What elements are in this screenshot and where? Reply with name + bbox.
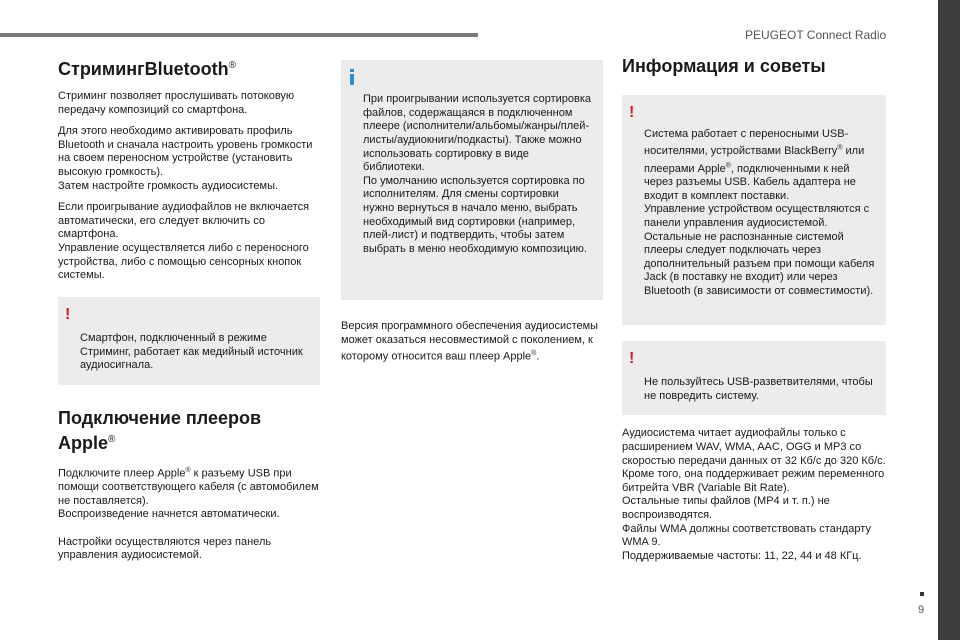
paragraph: Стриминг позволяет прослушивать потоковую передачу композиций со смартфона. (58, 90, 295, 116)
section-title-info: Информация и советы (622, 56, 826, 76)
section-title-apple: Подключение плееров Apple® (58, 407, 262, 453)
info-icon (350, 69, 354, 85)
bullet-square (920, 592, 924, 596)
paragraph: Подключите плеер Apple® к разъему USB при помощи соответствующего кабеля (с автомобилем не поставляется). Воспроизведение начнется автоматически. (58, 466, 319, 521)
paragraph: Аудиосистема читает аудиофайлы только с расширением WAV, WMA, AAC, OGG и MP3 со скоростью передачи данных от 32 Кб/с до 320 Кб/с. Кроме того, она поддерживает режим переменного битрейта VBR (Variable Bit Rate). Остальные типы файлов (MP4 и т. п.) не воспроизводятся. Файлы WMA должны соответствовать стандарту WMA 9. Поддерживаемые частоты: 11, 22, 44 и 48 КГц. (622, 427, 886, 562)
side-tab (938, 0, 960, 640)
top-rule (0, 33, 478, 37)
exclamation-icon: ! (65, 305, 71, 323)
info-note: При проигрывании используется сортировка файлов, содержащаяся в подключенном плеере (исполнители/альбомы/жанры/плей-листы/аудиокниги/подкасты). Также можно использовать сортировку в виде библиотеки. По умолчанию используется сортировка по исполнителям. Для смены сортировки нужно вернуться в начало меню, выбрать необходимый вид сортировки (например, плей-лист) и подтвердить, чтобы затем выбрать в меню необходимую композицию. (341, 60, 603, 300)
paragraph: Настройки осуществляются через панель управления аудиосистемой. (58, 535, 272, 562)
exclamation-icon: ! (629, 104, 635, 121)
warning-note: ! Система работает с переносными USB-носителями, устройствами BlackBerry® или плеерами Apple®, подключенными к ней через разъемы USB. Кабель адаптера не входит в комплект поставки. Управление устройством осуществляются с панели управления аудиосистемой. Остальные не распознанные системой плееры следует подключать через дополнительный разъем при помощи кабеля Jack (в поставку не входит) или через Bluetooth (в зависимости от совместимости). (622, 95, 886, 325)
section-title-bluetooth: СтримингBluetooth® (58, 59, 236, 79)
paragraph: Версия программного обеспечения аудиосистемы может оказаться несовместимой с поколением, к которому относится ваш плеер Apple®. (341, 320, 599, 363)
paragraph: Если проигрывание аудиофайлов не включается автоматически, его следует включить со смартфона. Управление осуществляется либо с переносного устройства, либо с помощью сенсорных кнопок системы. (58, 201, 310, 282)
column-left (58, 55, 320, 571)
paragraph: Для этого необходимо активировать профиль Bluetooth и сначала настроить уровень громкости на своем переносном устройстве (установить высокую громкость). Затем настройте громкость аудиосистемы. (58, 125, 313, 192)
warning-note: ! Смартфон, подключенный в режиме Стриминг, работает как медийный источник аудиосигнала. (58, 297, 320, 385)
warning-note: ! Не пользуйтесь USB-разветвителями, чтобы не повредить систему. (622, 341, 886, 415)
column-middle (341, 60, 603, 372)
page-number: 9 (918, 604, 925, 616)
header-title: PEUGEOT Connect Radio (745, 28, 887, 42)
exclamation-icon: ! (629, 350, 635, 367)
column-right (622, 55, 886, 571)
